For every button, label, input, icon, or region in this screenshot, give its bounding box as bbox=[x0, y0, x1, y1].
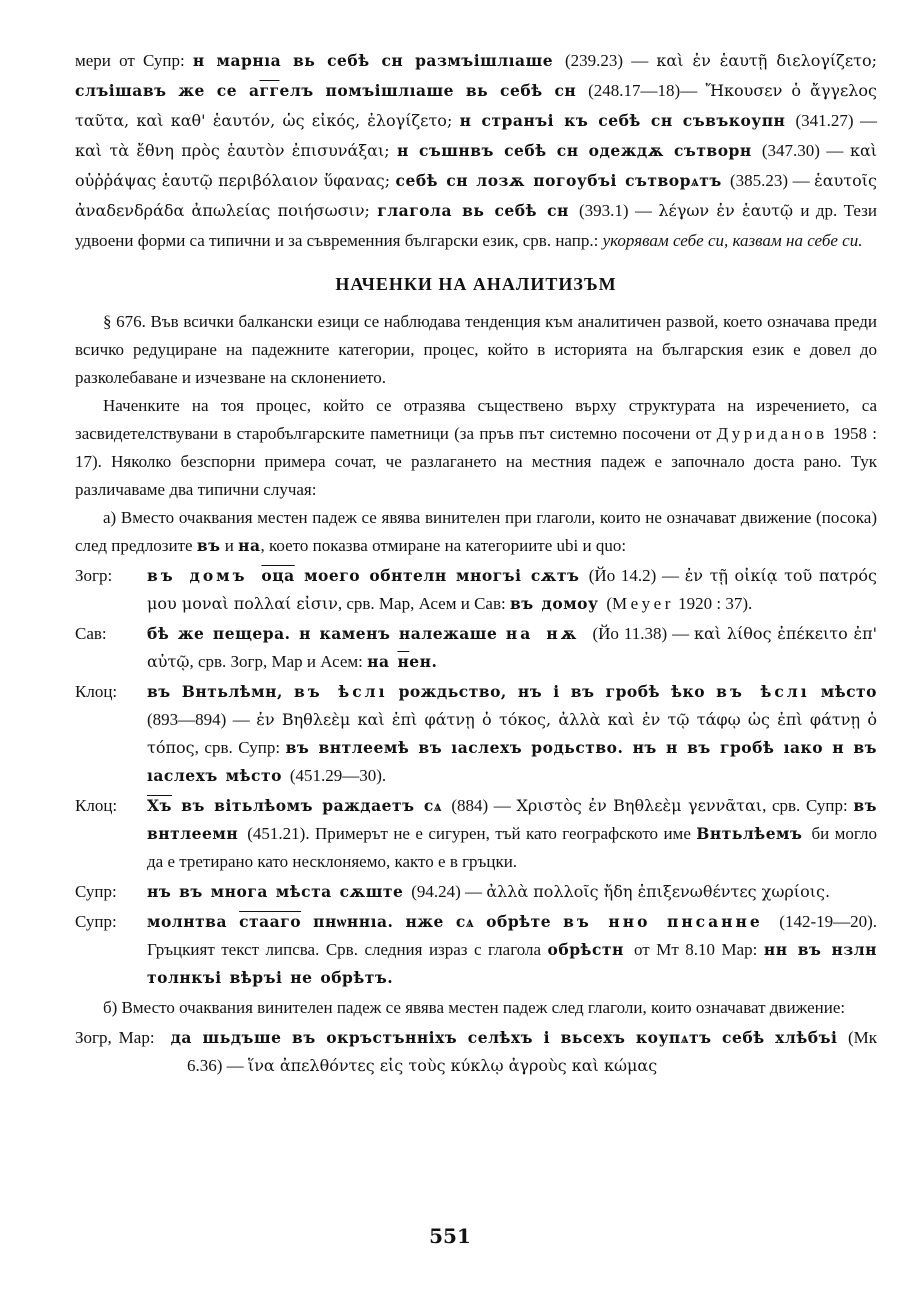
text-segment: (Мк 6.36) — bbox=[187, 1028, 878, 1075]
text-segment: (393.1) — bbox=[578, 201, 659, 220]
source-label: Зогр, Мар: bbox=[75, 1028, 155, 1047]
text-block bbox=[75, 46, 877, 1080]
example-item bbox=[75, 1024, 877, 1080]
text-segment: мѣсто bbox=[809, 682, 877, 701]
text-segment: н bbox=[397, 652, 410, 671]
text-segment: , срв. Супр: bbox=[762, 796, 854, 815]
source-label: Зогр: bbox=[75, 566, 113, 585]
text-segment: λέγων ἐν ἑαυτῷ bbox=[658, 201, 801, 220]
text-segment: (385.23) — bbox=[729, 171, 815, 190]
text-segment: на bbox=[238, 536, 261, 555]
text-segment: (884) — bbox=[451, 796, 517, 815]
text-segment: въ bbox=[196, 536, 221, 555]
text-segment: пнѡннıа. нже сѧ обрѣте bbox=[301, 912, 564, 931]
text-segment: 1958 : 17). Няколко безспорни примера сочат, че разлагането на местния падеж е започнало доста рано. Тук различаваме два типични случая: bbox=[75, 424, 877, 499]
text-segment: елъ помъішлıаше вь себѣ сн bbox=[279, 81, 589, 100]
text-segment: Ἤκουσεν ὁ ἄγγελος ταῦτα, καὶ καθ' ἑαυτόν, ὡς εἰκός, ἐλογίζετο; bbox=[75, 81, 878, 130]
text-segment: въ домъ bbox=[147, 566, 262, 585]
section-heading: НАЧЕНКИ НА АНАЛИТИЗЪМ bbox=[335, 274, 617, 294]
example-item bbox=[75, 878, 877, 906]
source-label: Клоц: bbox=[75, 682, 118, 701]
text-segment: гг bbox=[259, 81, 280, 100]
text-segment: Meyer bbox=[612, 594, 674, 613]
text-segment: , срв. Зогр, Мар и Асем: bbox=[189, 652, 368, 671]
paragraph-case-b bbox=[75, 994, 877, 1022]
text-segment: нъ въ многа мѣста сѫште bbox=[147, 882, 412, 901]
text-segment: молнтва bbox=[147, 912, 240, 931]
text-segment: (451.29—30). bbox=[289, 766, 387, 785]
text-segment: слъішавъ же се а bbox=[75, 81, 260, 100]
text-segment: καὶ ἐν ἑαυτῇ διελογίζετο; bbox=[656, 51, 878, 70]
example-text bbox=[147, 882, 830, 901]
example-item bbox=[75, 562, 877, 618]
text-segment: на bbox=[367, 652, 398, 671]
text-segment: Дуриданов bbox=[716, 424, 828, 443]
text-segment: quo bbox=[595, 536, 622, 555]
text-segment: на нѫ bbox=[505, 624, 593, 643]
text-segment: καὶ οὐῤῥάψας ἑαυτῷ περιβόλαιον ὕφανας; bbox=[75, 141, 878, 190]
example-item bbox=[75, 620, 877, 676]
text-segment: (451.21). Примерът не е сигурен, тъй като географското име bbox=[247, 824, 697, 843]
text-segment: би могло да е третирано като несклоняемо, както е в гръцки. bbox=[147, 824, 878, 871]
text-segment: : bbox=[621, 536, 627, 555]
text-segment: оца bbox=[261, 566, 295, 585]
text-segment: въ внтлеемѣ въ ıаслехъ родьство. нъ н въ гробѣ ıако н въ ıаслехъ мѣсто bbox=[147, 738, 877, 785]
example-text bbox=[147, 624, 877, 671]
text-segment: н странъі къ себѣ сн съвъкоупн bbox=[459, 111, 796, 130]
text-segment: от Мт 8.10 Мар: bbox=[634, 940, 764, 959]
paragraph-continuation bbox=[75, 46, 877, 256]
text-segment: 1920 : 37). bbox=[673, 594, 753, 613]
text-segment: ἐν Βηθλεὲμ καὶ ἐπὶ φάτνῃ ὁ τόκος, ἀλλὰ καὶ ἐν τῷ τάφῳ ὡς ἐπὶ φάτνῃ ὁ τόπος bbox=[147, 710, 877, 757]
example-text bbox=[171, 1028, 877, 1075]
text-segment: Χριστὸς ἐν Βηθλεὲμ γεννᾶται bbox=[516, 796, 763, 815]
text-segment: Хъ bbox=[147, 796, 172, 815]
paragraph-nachenki bbox=[75, 392, 877, 504]
text-segment: въ внтлеемн bbox=[147, 796, 878, 843]
text-segment: Внтьлѣемъ bbox=[696, 824, 812, 843]
text-segment: ubi bbox=[556, 536, 579, 555]
text-segment: укорявам себе си, казвам на себе си. bbox=[602, 231, 863, 250]
source-label: Клоц: bbox=[75, 796, 118, 815]
text-segment: Наченките на тоя процес, който се отразява съществено върху структурата на изречението, са засвидетелствувани в старобългарските паметници (за пръв път системно посочени от bbox=[75, 396, 877, 443]
text-segment: въ домоу bbox=[509, 594, 607, 613]
paragraph-676 bbox=[75, 308, 877, 392]
text-segment: ἐν τῇ οἰκίᾳ τοῦ πατρός μου μοναὶ πολλαί εἰσιν bbox=[147, 566, 877, 613]
text-segment: (893—894) — bbox=[147, 710, 257, 729]
text-segment: обрѣстн bbox=[547, 940, 634, 959]
text-segment: въ ѣслı bbox=[716, 682, 810, 701]
text-segment: , срв. Супр: bbox=[194, 738, 286, 757]
text-segment: , срв. Мар, Асем и Сав: bbox=[337, 594, 510, 613]
examples-list-a bbox=[75, 562, 877, 992]
paragraph-case-a bbox=[75, 504, 877, 560]
text-segment: ἵνα ἀπελθόντες εἰς τοὺς κύκλῳ ἀγροὺς καὶ κώμας bbox=[247, 1056, 658, 1075]
text-segment: да шьдъше въ окръстънніхъ селѣхъ і вьсехъ коупѧтъ себѣ хлѣбъі bbox=[170, 1028, 848, 1047]
text-segment: и др. Тези удвоени форми са типични и за съвременния български език, срв. напр.: bbox=[75, 201, 877, 250]
text-segment: (Йо 14.2) — bbox=[588, 566, 685, 585]
example-text bbox=[147, 912, 877, 987]
text-segment: (94.24) — bbox=[411, 882, 487, 901]
text-segment: ен. bbox=[409, 652, 438, 671]
page-number: 551 bbox=[429, 1224, 471, 1248]
text-segment: καὶ λίθος ἐπέκειτο ἐπ' αὐτῷ bbox=[147, 624, 878, 671]
text-segment: и bbox=[220, 536, 239, 555]
example-item bbox=[75, 792, 877, 876]
text-segment: (341.27) — bbox=[795, 111, 877, 130]
text-segment: (248.17—18)— bbox=[588, 81, 706, 100]
text-segment: мери от Супр: bbox=[75, 51, 193, 70]
text-segment: н марнıа вь себѣ сн размъішлıаше bbox=[192, 51, 565, 70]
text-segment: , което показва отмиране на категориите bbox=[260, 536, 557, 555]
text-segment: а) Вместо очаквания местен падеж се явява винителен при глаголи, които не означават движение (посока) след предлозите bbox=[75, 508, 877, 555]
text-segment: въ нно пнсанне bbox=[563, 912, 780, 931]
source-label: Супр: bbox=[75, 882, 117, 901]
text-segment: καὶ τὰ ἔθνη πρὸς ἑαυτὸν ἐπισυνάξαι; bbox=[75, 141, 397, 160]
source-label: Супр: bbox=[75, 912, 117, 931]
text-segment: рождьство, нъ і въ гробѣ ѣко bbox=[387, 682, 717, 701]
text-segment: ἀλλὰ πολλοῖς ἤδη ἐπιξενωθέντες χωρίοις. bbox=[486, 882, 831, 901]
text-segment: въ Внтьлѣмн, bbox=[147, 682, 295, 701]
text-segment: (Йо 11.38) — bbox=[592, 624, 695, 643]
example-text bbox=[147, 682, 877, 785]
text-segment: § 676. Във всички балкански езици се наблюдава тенденция към аналитичен развой, което означава преди всичко редуциране на падежните категории, процес, който в историята на българския език е довел до разколебаване и изчезване на склонението. bbox=[75, 312, 877, 387]
text-segment: въ вітьлѣомъ раждаетъ сѧ bbox=[171, 796, 452, 815]
source-label: Сав: bbox=[75, 624, 107, 643]
example-item bbox=[75, 678, 877, 790]
text-segment: стааго bbox=[239, 912, 302, 931]
text-segment: ἑαυτοῖς ἀναδενδράδα ἀπωλείας ποιήσωσιν; bbox=[75, 171, 878, 220]
text-segment: (347.30) — bbox=[761, 141, 850, 160]
example-text bbox=[147, 566, 877, 613]
text-segment: бѣ же пещера. н каменъ належаше bbox=[147, 624, 506, 643]
text-segment: (142-19—20). Гръцкият текст липсва. Срв. следния израз с глагола bbox=[147, 912, 878, 959]
example-text bbox=[147, 796, 877, 871]
text-segment: (239.23) — bbox=[564, 51, 657, 70]
text-segment: себѣ сн лозѫ погоубъі сътворѧтъ bbox=[395, 171, 730, 190]
text-segment: глагола вь себѣ сн bbox=[377, 201, 579, 220]
text-segment: ( bbox=[606, 594, 612, 613]
example-item bbox=[75, 908, 877, 992]
text-segment: въ ѣслı bbox=[294, 682, 388, 701]
text-segment: моего обнтелн многъі сѫтъ bbox=[294, 566, 589, 585]
text-segment: н съшнвъ себѣ сн одеждѫ сътворн bbox=[396, 141, 762, 160]
text-segment: и bbox=[578, 536, 596, 555]
text-segment: нн въ нзлн толнкъі вѣръі не обрѣтъ. bbox=[147, 940, 877, 987]
text-segment: б) Вместо очаквания винителен падеж се явява местен падеж след глаголи, които означават движение: bbox=[103, 998, 846, 1017]
